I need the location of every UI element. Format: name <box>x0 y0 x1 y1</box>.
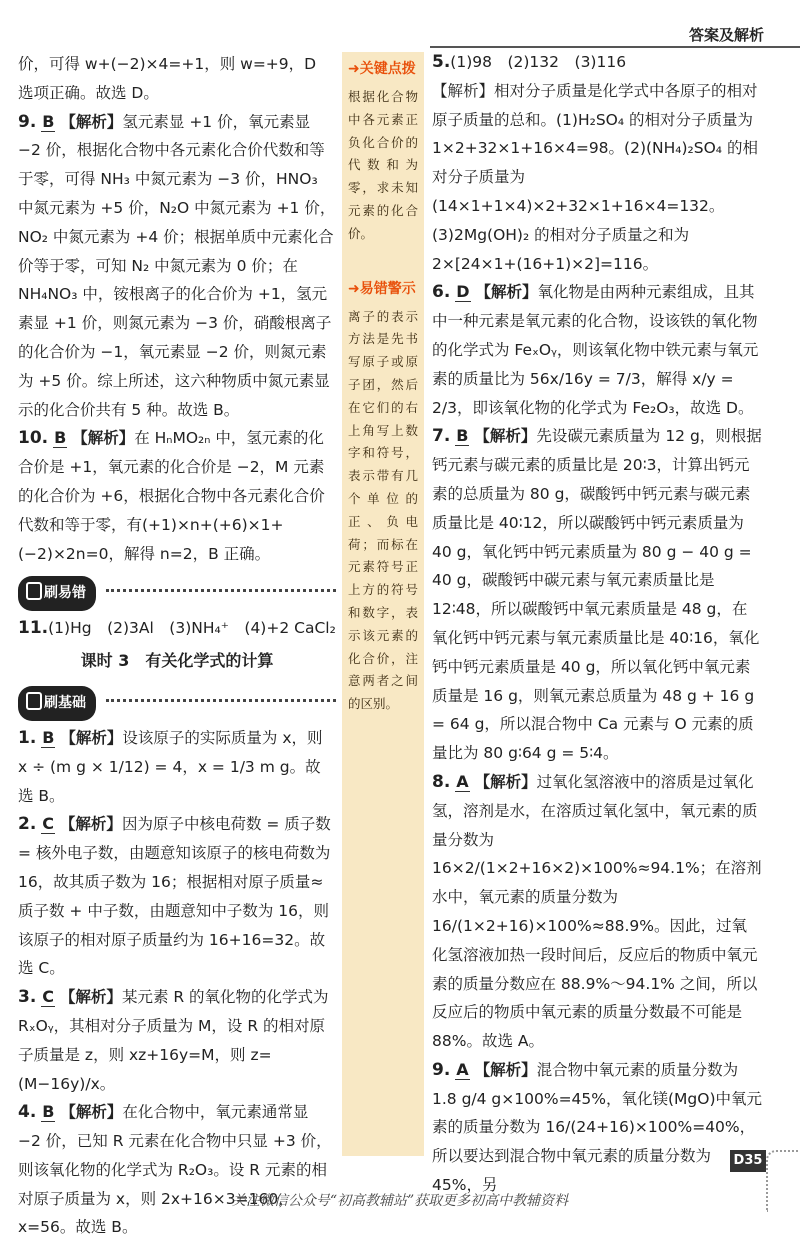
question-number: 9. <box>432 1059 451 1080</box>
paragraph: 【解析】相对分子质量是化学式中各原子的相对原子质量的总和。(1)H₂SO₄ 的相对分子质量为 1×2+32×1+16×4=98。(2)(NH₄)₂SO₄ 的相对分子质量为(14×1+1×4)×2+32×1+16×4=132。(3)2Mg(OH)₂ 的相对分子质量之和为 2×[24×1+(16+1)×2]=116。 <box>432 81 758 273</box>
answer-letter: A <box>456 771 469 791</box>
answer-letter: C <box>42 987 54 1007</box>
question-text: 先设碳元素质量为 12 g，则根据钙元素与碳元素的质量比是 20∶3，计算出钙元素的总质量为 80 g，碳酸钙中钙元素与碳元素质量比是 40∶12，所以碳酸钙中钙元素质量为 40 g，氧化钙中钙元素质量为 80 g − 40 g = 40 g，碳酸钙中碳元素与氧元素质量比是 12∶48，所以碳酸钙中氧元素质量是 48 g，在氧化钙中钙元素与氧元素质量比是 40∶16，氧化钙中钙元素质量是 40 g，所以氧化钙中氧元素质量是 16 g，则氧元素总质量为 48 g + 16 g = 64 g，所以混合物中 Ca 元素与 O 元素的质量比为 80 g∶64 g = 5∶4。 <box>432 427 762 763</box>
analysis-label: 【解析】 <box>475 283 538 302</box>
header-title: 答案及解析 <box>688 26 764 44</box>
question-text: 混合物中氧元素的质量分数为 1.8 g/4 g×100%=45%，氧化镁(MgO)中氧元素的质量分数为 16/(24+16)×100%=40%，所以要达到混合物中氧元素的质量分数为 45%，另 <box>432 1060 763 1195</box>
question-item <box>18 1098 336 1242</box>
question-number: 5. <box>432 52 451 72</box>
question-item <box>432 1056 762 1200</box>
section-header <box>18 576 336 604</box>
question-text: 在 HₙMO₂ₙ 中，氢元素的化合价是 +1，氧元素的化合价是 −2，M 元素的化合价为 +6，根据化合物中各元素化合价代数和等于零，有(+1)×n+(+6)×1+(−2)×2n=0，解得 n=2，B 正确。 <box>18 429 325 563</box>
answer-letter: D <box>456 282 470 302</box>
footer-note: 关注微信公众号“初高教辅站”获取更多初高中教辅资料 <box>231 1193 569 1209</box>
section-dotted-rule <box>106 589 336 592</box>
question-number: 10. <box>18 428 49 449</box>
paragraph: 价，可得 w+(−2)×4=+1，则 w=+9，D 选项正确。故选 D。 <box>18 55 317 102</box>
tip-tag-label: 关键点拨 <box>359 61 416 77</box>
analysis-label: 【解析】 <box>60 728 123 747</box>
left-column <box>18 50 336 1242</box>
question-item <box>432 768 762 1056</box>
answer-letter: B <box>42 111 55 131</box>
right-column <box>432 48 762 1200</box>
section-label: 刷基础 <box>18 686 96 721</box>
lesson-title: 课时 3 有关化学式的计算 <box>80 651 274 671</box>
answer-letter: B <box>42 1102 55 1122</box>
page-number: D35 <box>730 1150 766 1172</box>
question-text: 氧化物是由两种元素组成，且其中一种元素是氧元素的化合物，设该铁的氧化物的化学式为 FeₓOᵧ，则该氧化物中铁元素与氧元素的质量比为 56x/16y = 7/3，解得 x/y = 2/3，即该氧化物的化学式为 Fe₂O₃，故选 D。 <box>432 283 759 417</box>
tip-tag: ➜关键点拨 <box>348 61 416 77</box>
question-number: 3. <box>18 987 37 1008</box>
section-header <box>18 686 336 714</box>
question-text: 氢元素显 +1 价，氧元素显 −2 价，根据化合物中各元素化合价代数和等于零，可得 NH₃ 中氮元素为 −3 价，HNO₃ 中氮元素为 +5 价，N₂O 中氮元素为 +1 价，NO₂ 中氮元素为 +4 价；根据单质中元素化合价等于零，可知 N₂ 中氮元素为 0 价；在 NH₄NO₃ 中，铵根离子的化合价为 +1，氢元素显 +1 价，则氮元素为 −3 价，硝酸根离子的化合价为 −1，氧元素显 −2 价，则氮元素为 +5 价。综上所述，这六种物质中氮元素显示的化合价共有 5 种。故选 B。 <box>18 112 336 419</box>
analysis-label: 【解析】 <box>474 1060 537 1079</box>
analysis-label: 【解析】 <box>60 1103 123 1122</box>
question-number: 8. <box>432 771 451 792</box>
section-label: 刷易错 <box>18 576 96 611</box>
question-number: 2. <box>18 814 37 835</box>
question-text: 因为原子中核电荷数 = 质子数 = 核外电子数，由题意知该原子的核电荷数为 16，故其质子数为 16；根据相对原子质量≈质子数 + 中子数，由题意知中子数为 16，则该原子的相对原子质量约为 16+16=32。故选 C。 <box>18 815 331 978</box>
question-number: 1. <box>18 727 37 748</box>
question-item <box>18 810 336 983</box>
analysis-label: 【解析】 <box>72 429 135 448</box>
answer-letter: B <box>54 428 67 448</box>
question-number: 11. <box>18 618 49 639</box>
analysis-label: 【解析】 <box>474 772 537 791</box>
analysis-label: 【解析】 <box>60 112 123 131</box>
question-text: 某元素 R 的氧化物的化学式为 RₓOᵧ，其相对分子质量为 M，设 R 的相对原子质量是 z，则 xz+16y=M，则 z=(M−16y)/x。 <box>18 988 329 1093</box>
question-item <box>432 48 762 77</box>
answer-letter: A <box>456 1059 469 1079</box>
question-number: 9. <box>18 111 37 132</box>
question-item <box>18 614 336 643</box>
analysis-label: 【解析】 <box>59 815 122 834</box>
answer-letter: B <box>42 727 55 747</box>
warning-text: 离子的表示方法是先书写原子或原子团，然后在它们的右上角写上数字和符号，表示带有几个单位的正、负电荷；而标在元素符号正上方的符号和数字，表示该元素的化合价，注意两者之间的区别。 <box>348 308 418 712</box>
answer-letter: B <box>456 426 469 446</box>
warning-tag-label: 易错警示 <box>359 280 416 297</box>
question-item <box>18 983 336 1098</box>
section-dotted-rule <box>106 699 336 702</box>
question-number: 6. <box>432 282 451 303</box>
question-text: (1)98 (2)132 (3)116 <box>450 53 627 71</box>
question-item <box>18 724 336 810</box>
question-text: 过氧化氢溶液中的溶质是过氧化氢，溶剂是水，在溶质过氧化氢中，氧元素的质量分数为 16×2/(1×2+16×2)×100%≈94.1%；在溶剂水中，氧元素的质量分数为 16/(1×2+16)×100%≈88.9%。因此，过氧化氢溶液加热一段时间后，反应后的物质中氧元素的质量分数应在 88.9%～94.1% 之间，所以反应后的物质中氧元素的质量分数最不可能是 88%。故选 A。 <box>432 772 762 1051</box>
question-text: (1)Hg (2)3Al (3)NH₄⁺ (4)+2 CaCl₂ <box>48 619 336 638</box>
question-item <box>432 422 762 768</box>
tip-text: 根据化合物中各元素正负化合价的代数和为零，求未知元素的化合价。 <box>348 89 418 241</box>
analysis-label: 【解析】 <box>474 427 537 446</box>
analysis-label: 【解析】 <box>59 988 122 1007</box>
question-item <box>18 108 336 425</box>
question-number: 7. <box>432 426 451 447</box>
question-number: 4. <box>18 1102 37 1123</box>
question-text: 设该原子的实际质量为 x，则 x ÷ (m g × 1/12) = 4，x = 1/3 m g。故选 B。 <box>18 728 323 805</box>
question-item <box>432 278 762 422</box>
warning-tag: ➜易错警示 <box>348 280 416 297</box>
question-item <box>18 424 336 568</box>
question-text: 在化合物中，氧元素通常显 −2 价，已知 R 元素在化合物中只显 +3 价，则该氧化物的化学式为 R₂O₃。设 R 元素的相对原子质量为 x，则 2x+16×3=160，x=56。故选 B。 <box>18 1103 332 1237</box>
answer-letter: C <box>42 814 54 834</box>
sidebar-notes <box>342 52 424 1156</box>
